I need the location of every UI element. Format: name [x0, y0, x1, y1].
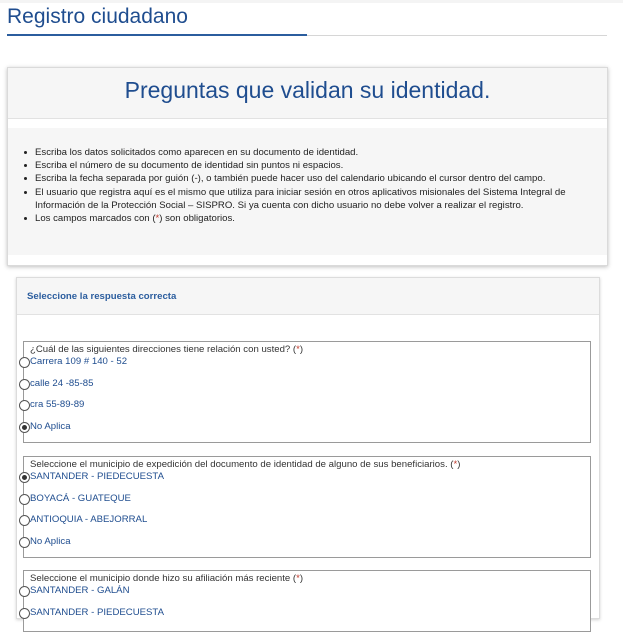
instruction-text: ) son obligatorios. — [159, 213, 235, 225]
question-label: Seleccione el municipio de expedición del documento de identidad de alguno de sus beneficiarios. (*) — [30, 459, 461, 470]
question-address — [23, 341, 591, 443]
title-underline — [7, 34, 307, 36]
option-label[interactable]: No Aplica — [30, 421, 71, 432]
option-label[interactable]: BOYACÁ - GUATEQUE — [30, 493, 131, 504]
instruction-item — [24, 159, 594, 172]
option-label[interactable]: SANTANDER - PIEDECUESTA — [30, 607, 164, 618]
radio-button[interactable] — [19, 586, 30, 597]
option-label[interactable]: Carrera 109 # 140 - 52 — [30, 356, 128, 367]
instruction-item — [24, 172, 594, 185]
radio-button[interactable] — [19, 400, 30, 411]
answers-card — [16, 277, 600, 619]
intro-title: Preguntas que validan su identidad. — [124, 77, 491, 103]
option-label[interactable]: No Aplica — [30, 536, 71, 547]
radio-button[interactable] — [19, 515, 30, 526]
required-asterisk: * — [155, 213, 160, 225]
radio-button[interactable] — [19, 357, 30, 368]
instruction-item — [24, 146, 594, 159]
instruction-item — [24, 212, 594, 225]
radio-button-selected[interactable] — [19, 422, 30, 433]
answers-card-header — [17, 278, 599, 315]
required-asterisk: * — [296, 344, 300, 355]
option-label[interactable]: SANTANDER - PIEDECUESTA — [30, 471, 164, 482]
radio-button[interactable] — [19, 537, 30, 548]
instructions-list — [24, 146, 594, 225]
intro-card-header — [8, 68, 607, 119]
option-label[interactable]: calle 24 -85-85 — [30, 378, 94, 389]
page-title: Registro ciudadano — [7, 5, 188, 28]
radio-button[interactable] — [19, 379, 30, 390]
intro-card-body — [8, 128, 607, 255]
question-label: Seleccione el municipio donde hizo su afiliación más reciente (*) — [30, 573, 304, 584]
answers-header: Seleccione la respuesta correcta — [27, 291, 177, 302]
radio-button[interactable] — [19, 494, 30, 505]
option-label[interactable]: SANTANDER - GALÁN — [30, 585, 130, 596]
top-bar — [0, 0, 623, 3]
instruction-text: Los campos marcados con ( — [35, 213, 156, 225]
question-municipio-expedicion — [23, 456, 591, 558]
option-label[interactable]: ANTIOQUIA - ABEJORRAL — [30, 514, 148, 525]
instruction-text: Escriba la fecha separada por guión (-), o también puede hacer uso del calendario ubicando el cursor dentro del campo. — [35, 173, 546, 185]
radio-button-selected[interactable] — [19, 472, 30, 483]
question-label: ¿Cuál de las siguientes direcciones tiene relación con usted? (*) — [30, 344, 304, 355]
required-asterisk: * — [453, 459, 458, 470]
intro-card — [7, 67, 608, 266]
required-asterisk: * — [296, 573, 300, 584]
option-label[interactable]: cra 55-89-89 — [30, 399, 85, 410]
instruction-text: Escriba los datos solicitados como aparecen en su documento de identidad. — [35, 147, 359, 158]
instruction-item — [24, 186, 594, 212]
question-municipio-afiliacion — [23, 570, 591, 632]
instruction-text: El usuario que registra aquí es el mismo que utiliza para iniciar sesión en otros aplicativos misionales del Sistema Integral de Información de la Protección Social – SISPRO. Si ya cuenta con dicho usuario no debe volver a realizar el registro. — [35, 186, 566, 211]
instruction-text: Escriba el número de su documento de identidad sin puntos ni espacios. — [35, 160, 344, 172]
